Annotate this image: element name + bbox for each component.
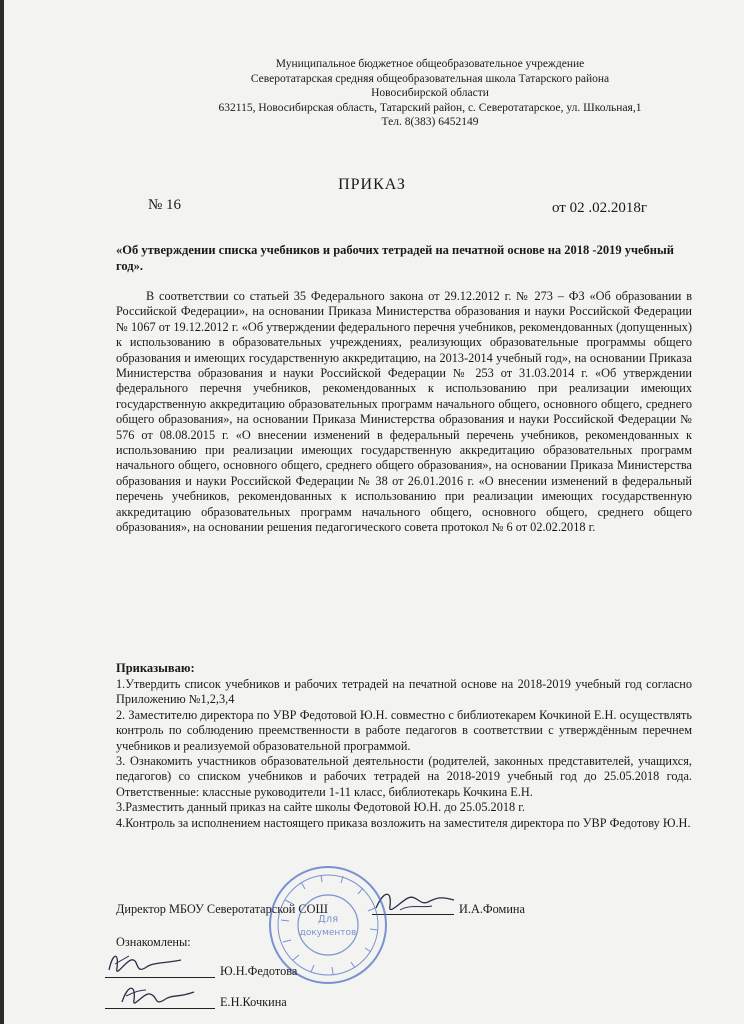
stamp-text-2: документов [299,928,357,938]
header-line-3: Новосибирской области [371,87,489,99]
order-item: 4.Контроль за исполнением настоящего приказа возложить на заместителя директора по УВР Федотову Ю.Н. [116,815,691,830]
preamble-text: В соответствии со статьей 35 Федерального закона от 29.12.2012 г. № 273 – ФЗ «Об образовании в Российской Федерации», на основании Приказа Министерства образования и науки Российской Федерации № 1067 от 19.12.2012 г. «Об утверждении федерального перечня учебников, рекомендованных (допущенных) к использованию в образовательных учреждениях, реализующих образовательные программы общего образования и имеющих государственную аккредитацию, на 2013-2014 учебный год», на основании Приказа Министерства образования и науки Российской Федерации № 253 от 31.03.2014 г. «Об утверждении федерального перечня учебников, рекомендованных к использованию при реализации имеющих государственную аккредитацию образовательных программ начального общего, основного общего, среднего общего образования», на основании Приказа Министерства образования и науки Российской Федерации № 576 от 08.08.2015 г. «О внесении изменений в федеральный перечень учебников, рекомендованных к использованию при реализации имеющих государственную аккредитацию образовательных программ начального общего, основного общего, среднего общего образования», на основании Приказа Министерства образования и науки Российской Федерации № 38 от 26.01.2016 г. «О внесении изменений в федеральный перечень учебников, рекомендованных к использованию при реализации имеющих государственную аккредитацию образовательных программ начального общего, основного общего, среднего общего образования», на основании решения педагогического совета протокол № 6 от 02.02.2018 г. [116,289,692,535]
person-2-name: Е.Н.Кочкина [220,995,287,1009]
order-item: 1.Утвердить список учебников и рабочих тетрадей на печатной основе на 2018-2019 учебный год согласно Приложению №1,2,3,4 [116,677,692,707]
order-subject: «Об утверждении списка учебников и рабочих тетрадей на печатной основе на 2018 -2019 учебный год». [116,243,674,273]
order-number: № 16 [148,197,182,213]
organization-header [180,57,680,130]
scan-edge [0,0,4,1024]
order-item: 3. Ознакомить участников образовательной деятельности (родителей, законных представителей, учащихся, педагогов) со списком учебников и рабочих тетрадей на 2018-2019 учебный год до 25.05.2018 года. Ответственные: классные руководители 1-11 класс, библиотекарь Кочкина Е.Н. [116,754,692,799]
preamble [116,289,692,536]
order-item: 3.Разместить данный приказ на сайте школы Федотовой Ю.Н. до 25.05.2018 г. [116,800,525,815]
person-1-name: Ю.Н.Федотова [220,964,298,978]
stamp-text-1: Для [317,914,339,925]
header-line-5: Тел. 8(383) 6452149 [381,116,479,128]
order-heading: Приказываю: [116,661,195,675]
familiarized-label: Ознакомлены: [116,935,191,949]
header-line-1: Муниципальное бюджетное общеобразовательное учреждение [275,58,585,70]
order-items [116,677,692,831]
document-title: ПРИКАЗ [338,176,406,193]
signature-line-2 [105,1008,215,1009]
order-date: от 02 .02.2018г [552,200,648,216]
signature-kochkina [118,978,198,1012]
header-line-4: 632115, Новосибирская область, Татарский район, с. Северотатарское, ул. Школьная,1 [218,101,642,114]
director-name: И.А.Фомина [459,902,525,916]
order-item: 2. Заместителю директора по УВР Федотовой Ю.Н. совместно с библиотекарем Кочкиной Е.Н. осуществлять контроль по соблюдению преемственности в работе педагогов в соответствии с утверждённым перечнем учебников и реализуемой образовательной программой. [116,707,692,753]
header-line-2: Северотатарская средняя общеобразовательная школа Татарского района [250,72,610,85]
director-label: Директор МБОУ Северотатарской СОШ [116,902,328,916]
